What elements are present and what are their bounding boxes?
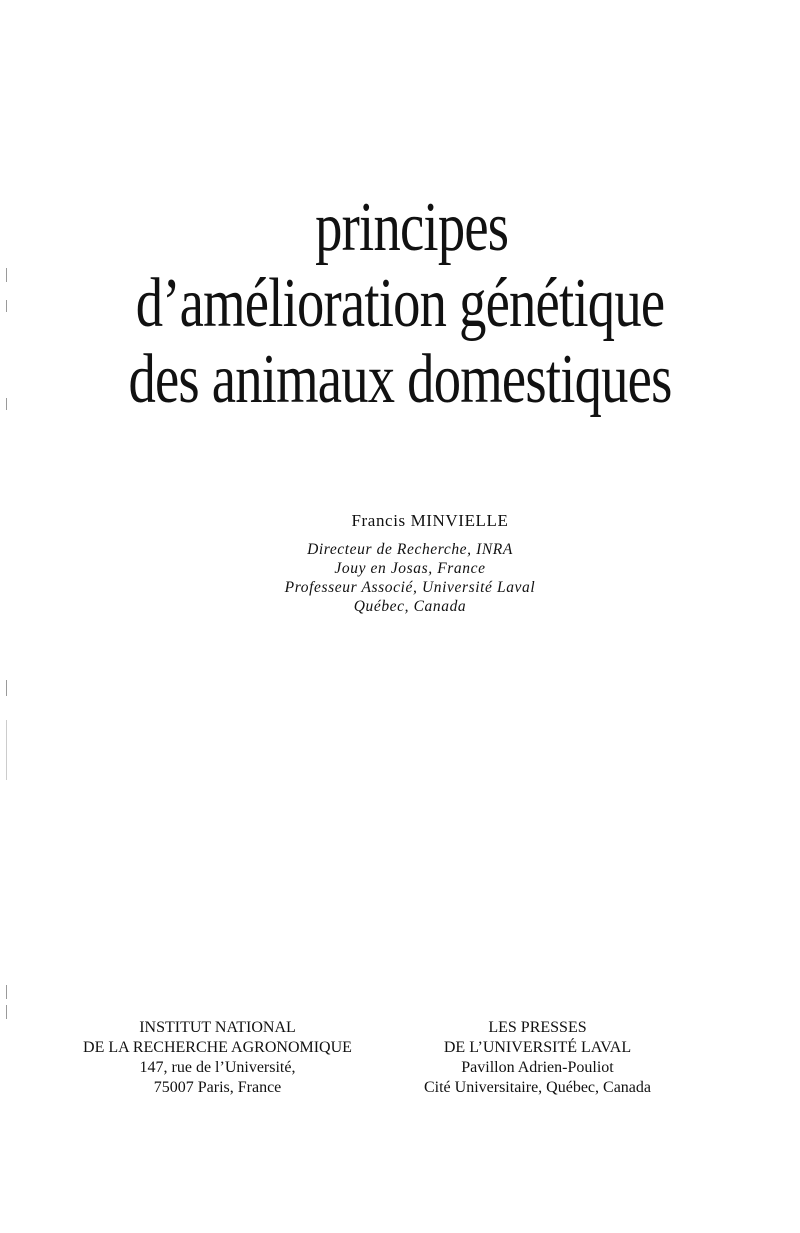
author-affiliations [10,540,800,616]
book-title [88,190,712,418]
affiliation-line: Professeur Associé, Université Laval [284,579,536,596]
publisher-line: DE LA RECHERCHE AGRONOMIQUE [83,1039,352,1056]
publisher-line: 147, rue de l’Université, [139,1059,296,1076]
affiliation-line: Québec, Canada [353,598,467,615]
title-line-2: d’amélioration génétique [135,265,665,342]
publisher-line: Cité Universitaire, Québec, Canada [423,1079,652,1096]
title-line-3: des animaux domestiques [128,341,672,418]
publisher-line: DE L’UNIVERSITÉ LAVAL [443,1039,632,1056]
affiliation-line: Jouy en Josas, France [334,560,486,577]
publisher-line: Pavillon Adrien-Pouliot [461,1059,614,1076]
author-name: Francis MINVIELLE [351,511,509,530]
scan-artifact [6,268,7,282]
publisher-line: LES PRESSES [488,1019,587,1036]
publisher-line: INSTITUT NATIONAL [139,1019,296,1036]
publisher-line: 75007 Paris, France [153,1079,282,1096]
title-line-1: principes [315,189,509,266]
scan-artifact [6,720,7,780]
scan-artifact [6,985,7,999]
publisher-inra [60,1018,375,1098]
scan-artifact [6,398,7,410]
affiliation-line: Directeur de Recherche, INRA [307,541,513,558]
scan-artifact [6,680,7,696]
scan-artifact [6,300,7,312]
publisher-laval [395,1018,680,1098]
scan-artifact [6,1005,7,1019]
